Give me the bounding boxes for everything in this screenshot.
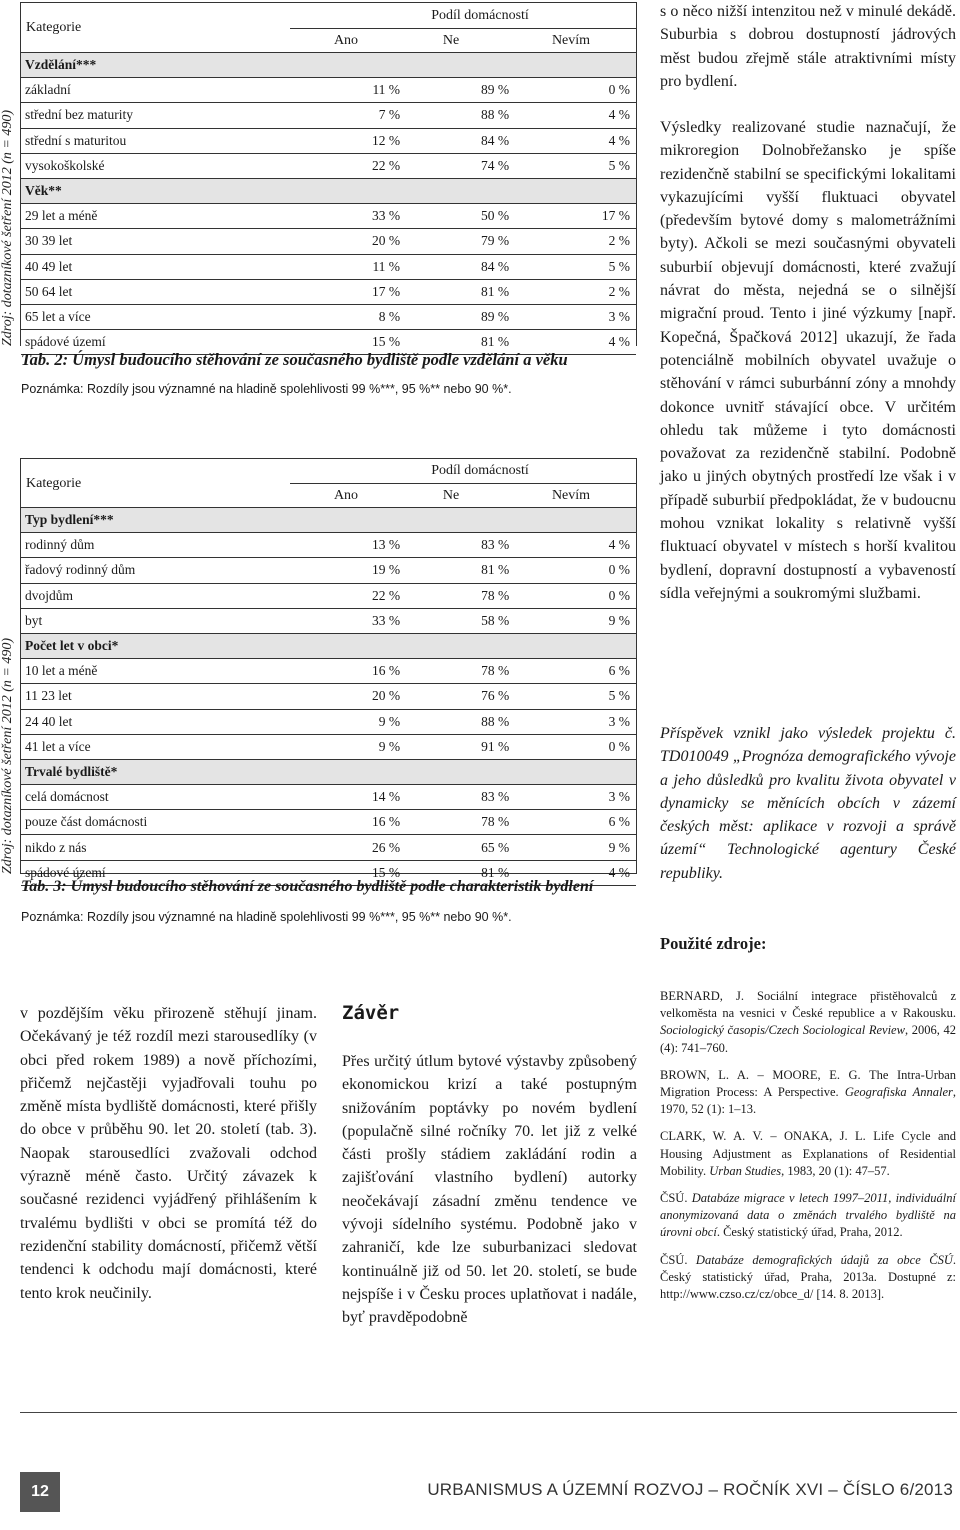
table-row: [21, 583, 636, 608]
table-section-row: [21, 178, 636, 203]
label-cell: střední s maturitou: [21, 128, 334, 153]
ano-cell: 16 %: [335, 659, 401, 684]
ne-cell: 76 %: [400, 684, 509, 709]
table-row: [21, 709, 636, 734]
table-section-row: [21, 53, 636, 78]
running-head: URBANISMUS A ÚZEMNÍ ROZVOJ – ROČNÍK XVI – ČÍSLO 6/2013: [427, 1480, 953, 1499]
nevim-cell: 5 %: [509, 254, 636, 279]
table3-header-nevim: Nevím: [551, 488, 591, 503]
table-row: [21, 204, 636, 229]
reference-italic: Urban Studies: [709, 1163, 782, 1178]
table-row: [21, 279, 636, 304]
reference-item: [660, 1067, 956, 1119]
ne-cell: 83 %: [400, 785, 509, 810]
nevim-cell: 5 %: [509, 684, 636, 709]
ne-cell: 81 %: [400, 860, 509, 885]
nevim-cell: 5 %: [509, 153, 636, 178]
table3-header-kategorie: Kategorie: [26, 476, 82, 491]
reference-italic: Databáze migrace v letech 1997–2011, individuální anonymizovaná data o změnách trvalého bydliště na úrovni obcí: [660, 1191, 956, 1240]
table-row: [21, 153, 636, 178]
ano-cell: 8 %: [334, 304, 400, 329]
nevim-cell: 4 %: [509, 533, 636, 558]
reference-plain1: ČSÚ.: [660, 1191, 692, 1206]
right-column-paragraph-2: Výsledky realizované studie naznačují, že mikroregion Dolnobřežansko je spíše rezidenčně stabilní se specifickými lokalitami vykazujícími vyšší fluktuaci obyvatel (především bytové domy s malometrážními byty). Ačkoli se mezi současnými obyvateli suburbií objevují domácnosti, které zvažují návrat do města, nejedná se o silnější migrační proud. Tento i jiné výzkumy [např. Kopečná, Špačková 2012] ukazují, že řada potenciálně mobilních obyvatel uvažuje o stěhování v rámci suburbánní zóny a mnohdy dokonce uvnitř stávající obce. V určitém ohledu tak můžeme i tyto domácnosti považovat za rezidenčně stabilní. Podobně jako u jiných obytných prostředí lze však i v případě suburbií předpokládat, že v budoucnu mohou vznikat lokality s relativně vyšší fluktuací obyvatel v místech s horší kvalitou bydlení, dopravní dostupností a vybaveností sídla veřejnými a soukromými službami.: [660, 119, 956, 602]
reference-item: [660, 988, 956, 1057]
label-cell: 65 let a více: [21, 304, 334, 329]
ano-cell: 7 %: [334, 103, 400, 128]
ne-cell: 88 %: [400, 709, 509, 734]
nevim-cell: 3 %: [509, 709, 636, 734]
nevim-cell: 0 %: [509, 734, 636, 759]
ne-cell: 84 %: [400, 254, 509, 279]
reference-item: [660, 1190, 956, 1242]
table-row: [21, 608, 636, 633]
ano-cell: 16 %: [335, 810, 401, 835]
ano-cell: 11 %: [334, 78, 400, 103]
table3-header-podil: Podíl domácností: [431, 463, 529, 478]
label-cell: celá domácnost: [21, 785, 335, 810]
ne-cell: 89 %: [400, 78, 509, 103]
ano-cell: 17 %: [334, 279, 400, 304]
section-label-cell: Věk**: [21, 178, 636, 203]
ano-cell: 11 %: [334, 254, 400, 279]
reference-italic: Sociologický časopis/Czech Sociological Review: [660, 1023, 905, 1038]
label-cell: 10 let a méně: [21, 659, 335, 684]
table3-caption: Tab. 3: Úmysl budoucího stěhování ze současného bydliště podle charakteristik bydlení: [21, 878, 594, 895]
label-cell: 40 49 let: [21, 254, 334, 279]
nevim-cell: 4 %: [509, 860, 636, 885]
reference-plain2: . Český statistický úřad, Praha, 2012.: [716, 1225, 903, 1240]
label-cell: spádové území: [21, 860, 335, 885]
label-cell: pouze část domácnosti: [21, 810, 335, 835]
table2-note: Poznámka: Rozdíly jsou významné na hladině spolehlivosti 99 %***, 95 %** nebo 90 %*.: [21, 382, 512, 396]
table3-note: Poznámka: Rozdíly jsou významné na hladině spolehlivosti 99 %***, 95 %** nebo 90 %*.: [21, 910, 512, 924]
nevim-cell: 6 %: [509, 810, 636, 835]
nevim-cell: 9 %: [509, 608, 636, 633]
nevim-cell: 4 %: [509, 103, 636, 128]
table-row: [21, 254, 636, 279]
ano-cell: 33 %: [335, 608, 401, 633]
ano-cell: 15 %: [335, 860, 401, 885]
table3-source-label: Zdroj: dotazníkové šetření 2012 (n = 490): [0, 637, 15, 874]
table2-body: [21, 52, 636, 355]
ano-cell: 33 %: [334, 204, 400, 229]
reference-plain1: CLARK, W. A. V. – ONAKA, J. L. Life Cycle and Housing Adjustment as Explanations of Residential Mobility.: [660, 1129, 956, 1178]
table-row: [21, 103, 636, 128]
table-row: [21, 558, 636, 583]
left-column-text: v pozdějším věku přirozeně stěhují jinam. Očekávaný je též rozdíl mezi starousedlíky (v obci před rokem 1989) a nově příchozími, přičemž nejčastěji vyjadřovali touhu po změně místa bydliště domácnosti, které přišly do obce v průběhu 90. let 20. století (tab. 3). Naopak starousedlíci zvažovali odchod výrazně méně často. Určitý závazek k současné rezidenci vyjádřený přihlášením k trvalému bydlišti v obci se promítá též do rezidenční stability domácností, přičemž větší tendenci k odchodu mají domácnosti, které tento krok neučinily.: [20, 1005, 317, 1302]
nevim-cell: 4 %: [509, 330, 636, 355]
label-cell: nikdo z nás: [21, 835, 335, 860]
label-cell: byt: [21, 608, 335, 633]
table-row: [21, 128, 636, 153]
references-list: [660, 988, 956, 1313]
ne-cell: 79 %: [400, 229, 509, 254]
nevim-cell: 2 %: [509, 279, 636, 304]
nevim-cell: 0 %: [509, 78, 636, 103]
table2-caption: Tab. 2: Úmysl budoucího stěhování ze současného bydliště podle vzdělání a věku: [21, 350, 568, 369]
section-label-cell: Počet let v obci*: [21, 633, 636, 658]
table-row: [21, 810, 636, 835]
nevim-cell: 3 %: [509, 785, 636, 810]
acknowledgement: Příspěvek vznikl jako výsledek projektu č. TD010049 „Prognóza demografického vývoje a jeho důsledků pro kvalitu života obyvatel v dynamicky se měnících obcích v zázemí českých měst: aplikace v rozvoji a správě území“ Technologické agentury České republiky.: [660, 725, 956, 882]
table3-header-rule: [290, 483, 636, 484]
ne-cell: 81 %: [400, 558, 509, 583]
conclusion-heading: Závěr: [342, 1002, 400, 1024]
reference-plain2: , 1970, 52 (1): 1–13.: [660, 1085, 957, 1117]
ne-cell: 50 %: [400, 204, 509, 229]
nevim-cell: 2 %: [509, 229, 636, 254]
ne-cell: 83 %: [400, 533, 509, 558]
section-label-cell: Trvalé bydliště*: [21, 759, 636, 784]
table3-header-ano: Ano: [333, 488, 359, 503]
nevim-cell: 17 %: [509, 204, 636, 229]
ne-cell: 58 %: [400, 608, 509, 633]
ano-cell: 9 %: [335, 709, 401, 734]
table-row: [21, 304, 636, 329]
ne-cell: 74 %: [400, 153, 509, 178]
table-row: [21, 734, 636, 759]
ne-cell: 91 %: [400, 734, 509, 759]
nevim-cell: 6 %: [509, 659, 636, 684]
table2-header-podil: Podíl domácností: [431, 8, 529, 23]
ano-cell: 19 %: [335, 558, 401, 583]
ano-cell: 13 %: [335, 533, 401, 558]
ne-cell: 65 %: [400, 835, 509, 860]
footer-rule: [20, 1412, 957, 1413]
right-column-paragraph-1: s o něco nižší intenzitou než v minulé dekádě. Suburbia s dobrou dostupností jádrových měst budou zřejmě stále atraktivními místy pro bydlení.: [660, 3, 956, 90]
label-cell: 29 let a méně: [21, 204, 334, 229]
table-section-row: [21, 633, 636, 658]
table-section-row: [21, 759, 636, 784]
table2-header-ne: Ne: [442, 33, 460, 48]
reference-plain1: BERNARD, J. Sociální integrace přistěhovalců z velkoměsta na vesnici v České republice a v Rakousku.: [660, 989, 956, 1021]
ne-cell: 89 %: [400, 304, 509, 329]
table-row: [21, 78, 636, 103]
reference-plain2: , 1983, 20 (1): 47–57.: [781, 1163, 890, 1178]
nevim-cell: 0 %: [509, 558, 636, 583]
sources-heading: Použité zdroje:: [660, 934, 767, 953]
label-cell: 41 let a více: [21, 734, 335, 759]
nevim-cell: 3 %: [509, 304, 636, 329]
table-row: [21, 835, 636, 860]
label-cell: vysokoškolské: [21, 153, 334, 178]
ano-cell: 15 %: [334, 330, 400, 355]
ne-cell: 78 %: [400, 810, 509, 835]
label-cell: spádové území: [21, 330, 334, 355]
ne-cell: 81 %: [400, 330, 509, 355]
label-cell: řadový rodinný dům: [21, 558, 335, 583]
ne-cell: 81 %: [400, 279, 509, 304]
reference-italic: Databáze demografických údajů za obce ČSÚ: [695, 1252, 953, 1267]
table-row: [21, 785, 636, 810]
page-number: 12: [20, 1472, 60, 1512]
table-row: [21, 684, 636, 709]
label-cell: 11 23 let: [21, 684, 335, 709]
reference-item: [660, 1128, 956, 1180]
ne-cell: 78 %: [400, 583, 509, 608]
ano-cell: 20 %: [335, 684, 401, 709]
reference-italic: Geografiska Annaler: [844, 1085, 953, 1100]
label-cell: rodinný dům: [21, 533, 335, 558]
table2-source-label: Zdroj: dotazníkové šetření 2012 (n = 490): [0, 109, 15, 346]
table3-header-ne: Ne: [442, 488, 460, 503]
ano-cell: 9 %: [335, 734, 401, 759]
table-row: [21, 659, 636, 684]
ano-cell: 22 %: [334, 153, 400, 178]
nevim-cell: 9 %: [509, 835, 636, 860]
ano-cell: 20 %: [334, 229, 400, 254]
reference-plain1: ČSÚ.: [660, 1252, 696, 1267]
table2-header-nevim: Nevím: [551, 33, 591, 48]
table2-header-kategorie: Kategorie: [26, 20, 82, 35]
label-cell: 30 39 let: [21, 229, 334, 254]
table-row: [21, 229, 636, 254]
nevim-cell: 4 %: [509, 128, 636, 153]
label-cell: základní: [21, 78, 334, 103]
section-label-cell: Typ bydlení***: [21, 508, 636, 533]
ano-cell: 12 %: [334, 128, 400, 153]
reference-plain2: , 2006, 42 (4): 741–760.: [660, 1023, 956, 1055]
section-label-cell: Vzdělání***: [21, 53, 636, 78]
table2-header-ano: Ano: [333, 33, 359, 48]
table-row: [21, 533, 636, 558]
ano-cell: 22 %: [335, 583, 401, 608]
label-cell: dvojdům: [21, 583, 335, 608]
ne-cell: 84 %: [400, 128, 509, 153]
table2-header-rule: [290, 28, 636, 29]
label-cell: 24 40 let: [21, 709, 335, 734]
table-section-row: [21, 508, 636, 533]
reference-plain2: . Český statistický úřad, Praha, 2013a. Dostupné z: http://www.czso.cz/cz/obce_d/ [14. 8. 2013].: [660, 1252, 956, 1302]
reference-plain1: BROWN, L. A. – MOORE, E. G. The Intra-Urban Migration Process: A Perspective.: [660, 1067, 956, 1100]
reference-item: [660, 1252, 956, 1304]
table3-body: [21, 507, 636, 886]
ne-cell: 78 %: [400, 659, 509, 684]
nevim-cell: 0 %: [509, 583, 636, 608]
label-cell: 50 64 let: [21, 279, 334, 304]
conclusion-text: Přes určitý útlum bytové výstavby způsobený ekonomickou krizí a také postupným snižováním poptávky po novém bydlení (populačně silné ročníky 70. let již z velké části prošly stádiem zakládání rodin a zajišťování vlastního bydlení) autorky neočekávají zásadní změnu tendence ve vývoji sídelního systému. Podobně jako v zahraničí, kde lze suburbanizaci sledovat kontinuálně již od 50. let 20. století, se bude nejspíše i v Česku proces uplatňovat i nadále, byť pravděpodobně: [342, 1053, 637, 1327]
ano-cell: 14 %: [335, 785, 401, 810]
ne-cell: 88 %: [400, 103, 509, 128]
label-cell: střední bez maturity: [21, 103, 334, 128]
ano-cell: 26 %: [335, 835, 401, 860]
